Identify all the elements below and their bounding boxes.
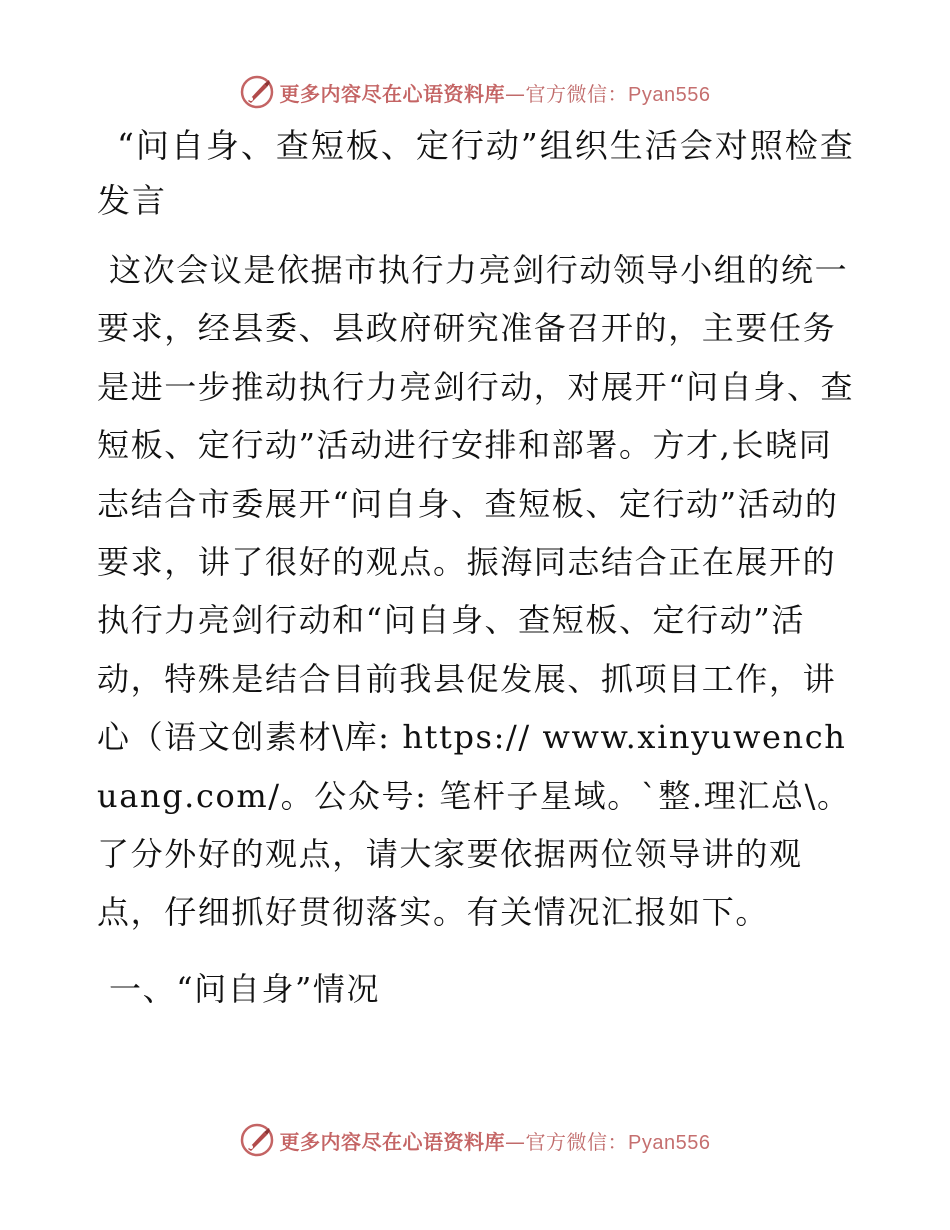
watermark-text: 更多内容尽在心语资料库—官方微信：Pyan556 (279, 1129, 711, 1154)
footer-watermark (0, 1120, 950, 1160)
document-body (97, 118, 857, 1018)
quill-pen-logo-icon (240, 1123, 274, 1157)
body-paragraph: 这次会议是依据市执行力亮剑行动领导小组的统一要求，经县委、县政府研究准备召开的，主要任务是进一步推动执行力亮剑行动，对展开“问自身、查短板、定行动”活动进行安排和部署。方才,长晓同志结合市委展开“问自身、查短板、定行动”活动的要求，讲了很好的观点。振海同志结合正在展开的执行力亮剑行动和“问自身、查短板、定行动”活动，特殊是结合目前我县促发展、抓项目工作，讲心（语文创素材\库: https:// www.xinyuwenchuang.com/。公众号: 笔杆子星域。`整.理汇总\。了分外好的观点，请大家要依据两位领导讲的观点，仔细抓好贯彻落实。有关情况汇报如下。 (97, 251, 855, 932)
section-heading: 一、“问自身”情况 (109, 969, 381, 1008)
watermark-text: 更多内容尽在心语资料库—官方微信：Pyan556 (279, 81, 711, 106)
document-title: “问自身、查短板、定行动”组织生活会对照检查发言 (97, 126, 855, 220)
header-watermark (0, 72, 950, 112)
quill-pen-logo-icon (240, 75, 274, 109)
